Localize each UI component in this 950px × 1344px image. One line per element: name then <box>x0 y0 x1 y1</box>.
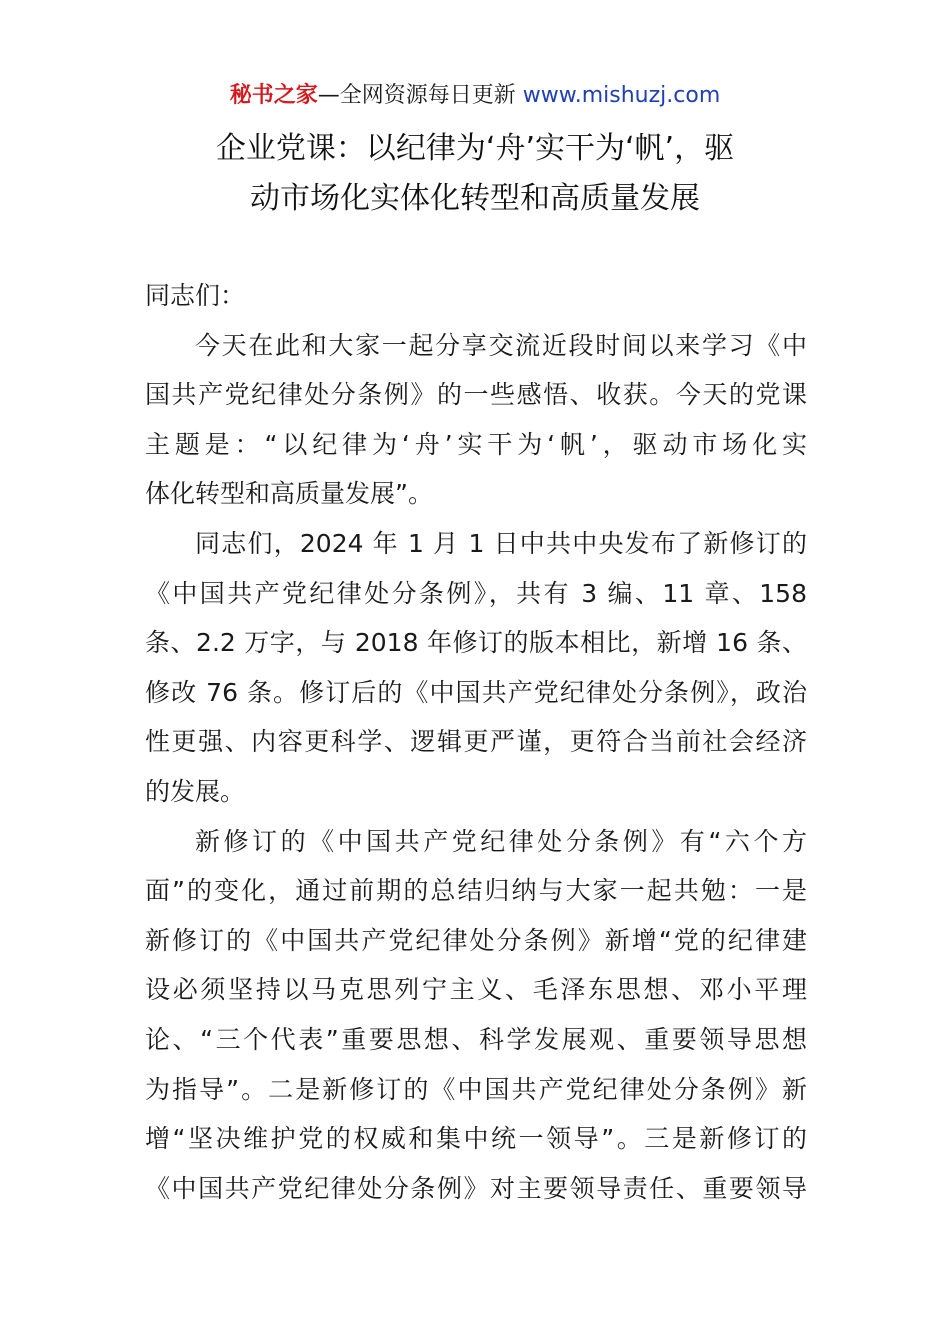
body-line: 主题是：“以纪律为‘舟’实干为‘帆’，驱动市场化实 <box>145 429 807 459</box>
document-body <box>145 271 807 1213</box>
body-line: 国共产党纪律处分条例》的一些感悟、收获。今天的党课 <box>145 380 807 410</box>
body-line: 修改 76 条。修订后的《中国共产党纪律处分条例》，政治 <box>145 677 807 707</box>
title-line-1: 企业党课：以纪律为‘舟’实干为‘帆’，驱 <box>215 131 735 166</box>
title-line-2: 动市场化实体化转型和高质量发展 <box>250 181 700 216</box>
body-line: 增“坚决维护党的权威和集中统一领导”。三是新修订的 <box>145 1124 807 1154</box>
header-tagline: —全网资源每日更新 <box>317 83 523 108</box>
body-line: 《中国共产党纪律处分条例》，共有 3 编、11 章、158 <box>145 578 807 608</box>
site-header <box>0 80 950 112</box>
body-line: 《中国共产党纪律处分条例》对主要领导责任、重要领导 <box>145 1173 807 1203</box>
body-line: 的发展。 <box>145 776 246 806</box>
document-title <box>100 124 850 224</box>
body-line: 为指导”。二是新修订的《中国共产党纪律处分条例》新 <box>145 1074 807 1104</box>
body-line: 性更强、内容更科学、逻辑更严谨，更符合当前社会经济 <box>145 727 807 757</box>
salutation: 同志们： <box>145 281 246 310</box>
body-line: 新修订的《中国共产党纪律处分条例》新增“党的纪律建 <box>145 925 807 955</box>
body-line: 新修订的《中国共产党纪律处分条例》有“六个方 <box>195 826 807 856</box>
body-line: 同志们，2024 年 1 月 1 日中共中央发布了新修订的 <box>195 528 807 558</box>
body-line: 设必须坚持以马克思列宁主义、毛泽东思想、邓小平理 <box>145 975 807 1005</box>
body-line: 面”的变化，通过前期的总结归纳与大家一起共勉：一是 <box>145 876 807 906</box>
body-line: 体化转型和高质量发展”。 <box>145 479 433 509</box>
body-line: 论、“三个代表”重要思想、科学发展观、重要领导思想 <box>145 1024 807 1054</box>
body-line: 今天在此和大家一起分享交流近段时间以来学习《中 <box>195 330 807 360</box>
brand-name: 秘书之家 <box>229 83 318 108</box>
site-url-link[interactable]: www.mishuzj.com <box>522 83 721 108</box>
body-line: 条、2.2 万字，与 2018 年修订的版本相比，新增 16 条、 <box>145 628 807 658</box>
